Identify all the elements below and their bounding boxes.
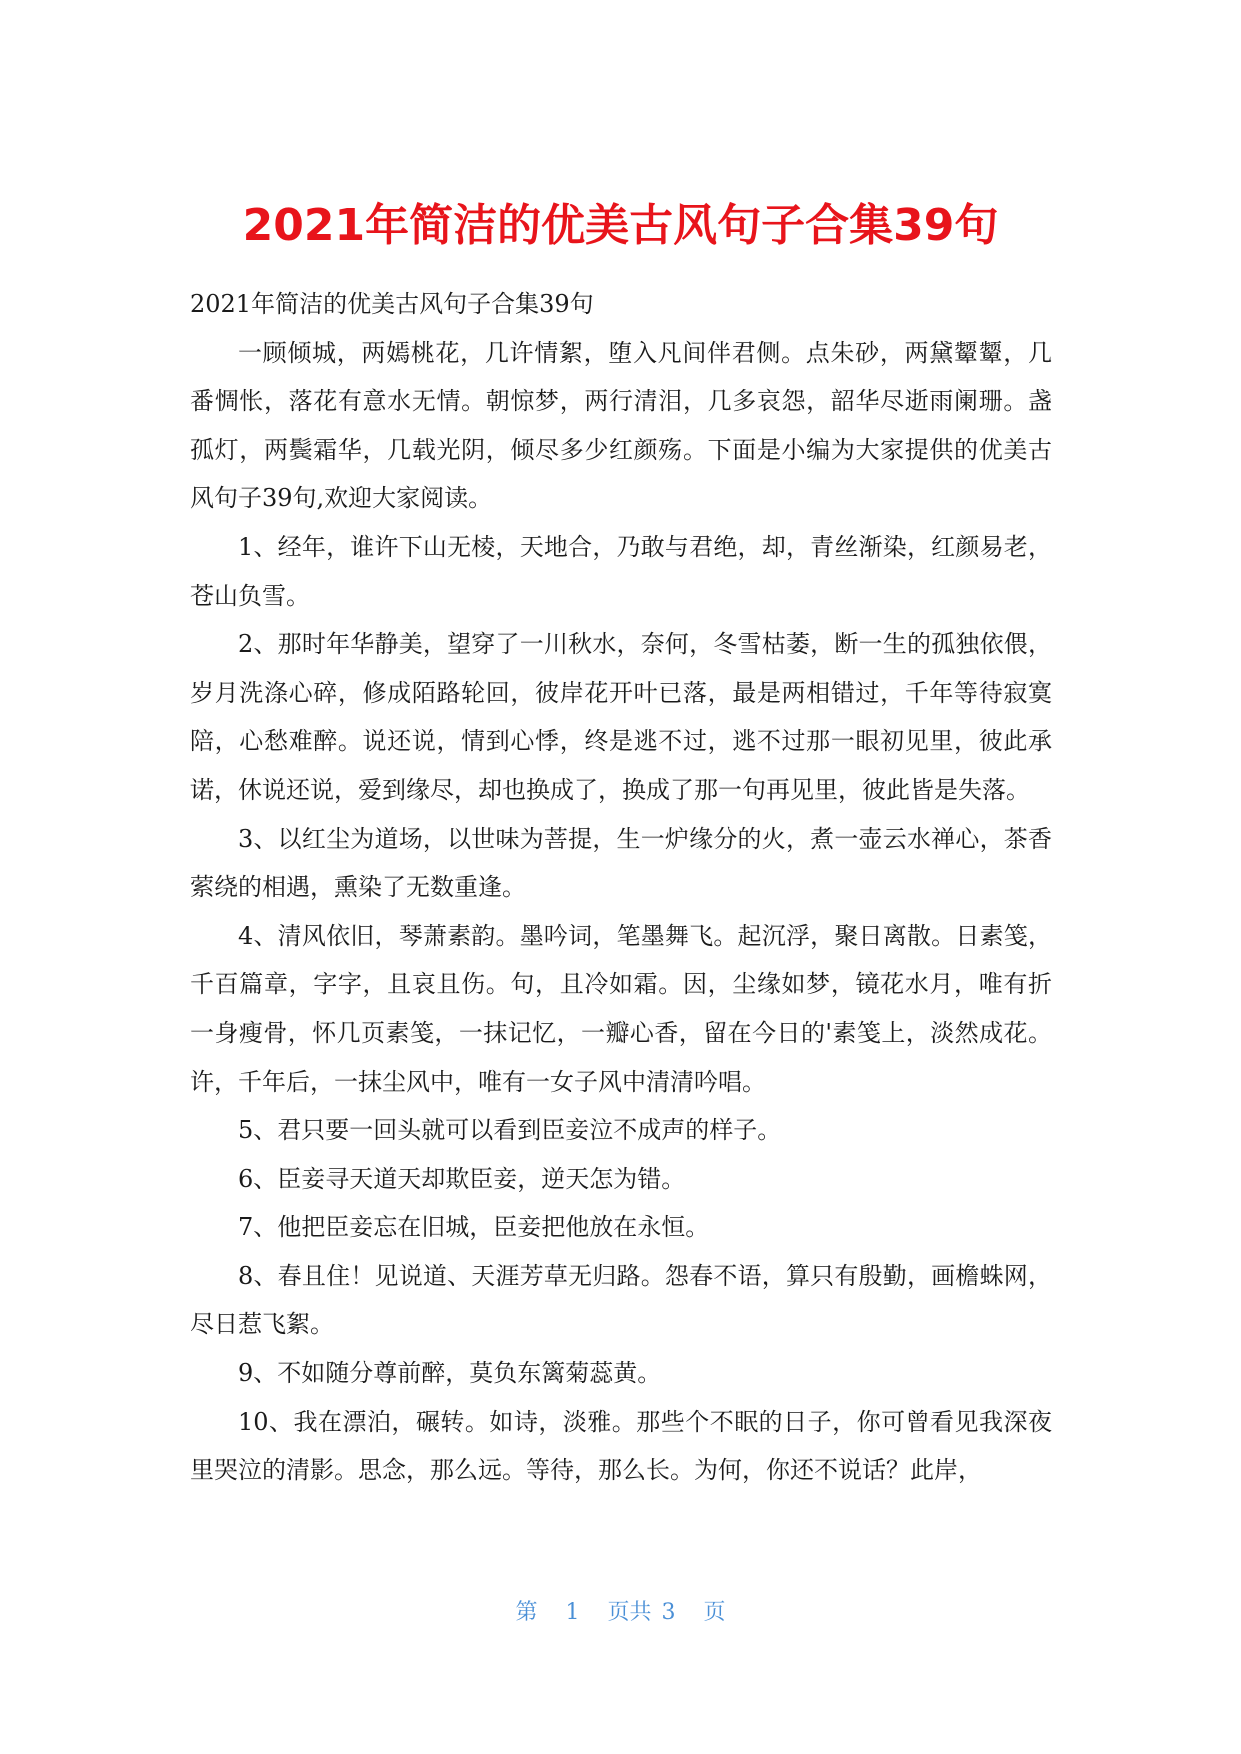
sentence-paragraph: 8、春且住！见说道、天涯芳草无归路。怨春不语，算只有殷勤，画檐蛛网，尽日惹飞絮。 [190, 1261, 1052, 1339]
page-footer [0, 1598, 1241, 1628]
sentence-paragraph: 10、我在漂泊，碾转。如诗，淡雅。那些个不眠的日子，你可曾看见我深夜里哭泣的清影。思念，那么远。等待，那么长。为何，你还不说话？此岸， [190, 1407, 1052, 1485]
footer-prefix: 第 [515, 1600, 538, 1625]
footer-suffix: 页 [703, 1600, 726, 1625]
sentence-paragraph: 9、不如随分尊前醉，莫负东篱菊蕊黄。 [238, 1359, 662, 1388]
sentence-paragraph: 5、君只要一回头就可以看到臣妾泣不成声的样子。 [238, 1116, 782, 1145]
sentence-paragraph: 3、以红尘为道场，以世味为菩提，生一炉缘分的火，煮一壶云水禅心，茶香萦绕的相遇，熏染了无数重逢。 [190, 824, 1052, 902]
sentence-paragraph: 7、他把臣妾忘在旧城，臣妾把他放在永恒。 [238, 1213, 710, 1242]
sentence-paragraph: 1、经年，谁许下山无棱，天地合，乃敢与君绝，却，青丝渐染，红颜易老，苍山负雪。 [190, 532, 1052, 610]
document-subtitle: 2021年简洁的优美古风句子合集39句 [190, 290, 594, 318]
sentence-paragraph: 2、那时年华静美，望穿了一川秋水，奈何，冬雪枯萎，断一生的孤独依偎，岁月洗涤心碎，修成陌路轮回，彼岸花开叶已落，最是两相错过，千年等待寂寞陪，心愁难醉。说还说，情到心悸，终是逃不过，逃不过那一眼初见里，彼此承诺，休说还说，爱到缘尽，却也换成了，换成了那一句再见里，彼此皆是失落。 [190, 630, 1052, 804]
document-body [190, 280, 1052, 1495]
sentence-paragraph: 4、清风依旧，琴萧素韵。墨吟词，笔墨舞飞。起沉浮，聚日离散。日素笺，千百篇章，字字，且哀且伤。句，且冷如霜。因，尘缘如梦，镜花水月，唯有折一身瘦骨，怀几页素笺，一抹记忆，一瓣心香，留在今日的'素笺上，淡然成花。许，千年后，一抹尘风中，唯有一女子风中清清吟唱。 [190, 921, 1052, 1096]
document-title: 2021年简洁的优美古风句子合集39句 [242, 200, 999, 251]
footer-middle: 页共 [607, 1600, 652, 1625]
intro-paragraph: 一顾倾城，两嫣桃花，几许情絮，堕入凡间伴君侧。点朱砂，两黛颦颦，几番惆怅，落花有意水无情。朝惊梦，两行清泪，几多哀怨，韶华尽逝雨阑珊。盏孤灯，两鬓霜华，几载光阴，倾尽多少红颜殇。下面是小编为大家提供的优美古风句子39句,欢迎大家阅读。 [190, 338, 1052, 513]
sentence-paragraph: 6、臣妾寻天道天却欺臣妾，逆天怎为错。 [238, 1164, 686, 1193]
footer-total-pages: 3 [661, 1600, 676, 1625]
footer-current-page: 1 [565, 1600, 580, 1625]
